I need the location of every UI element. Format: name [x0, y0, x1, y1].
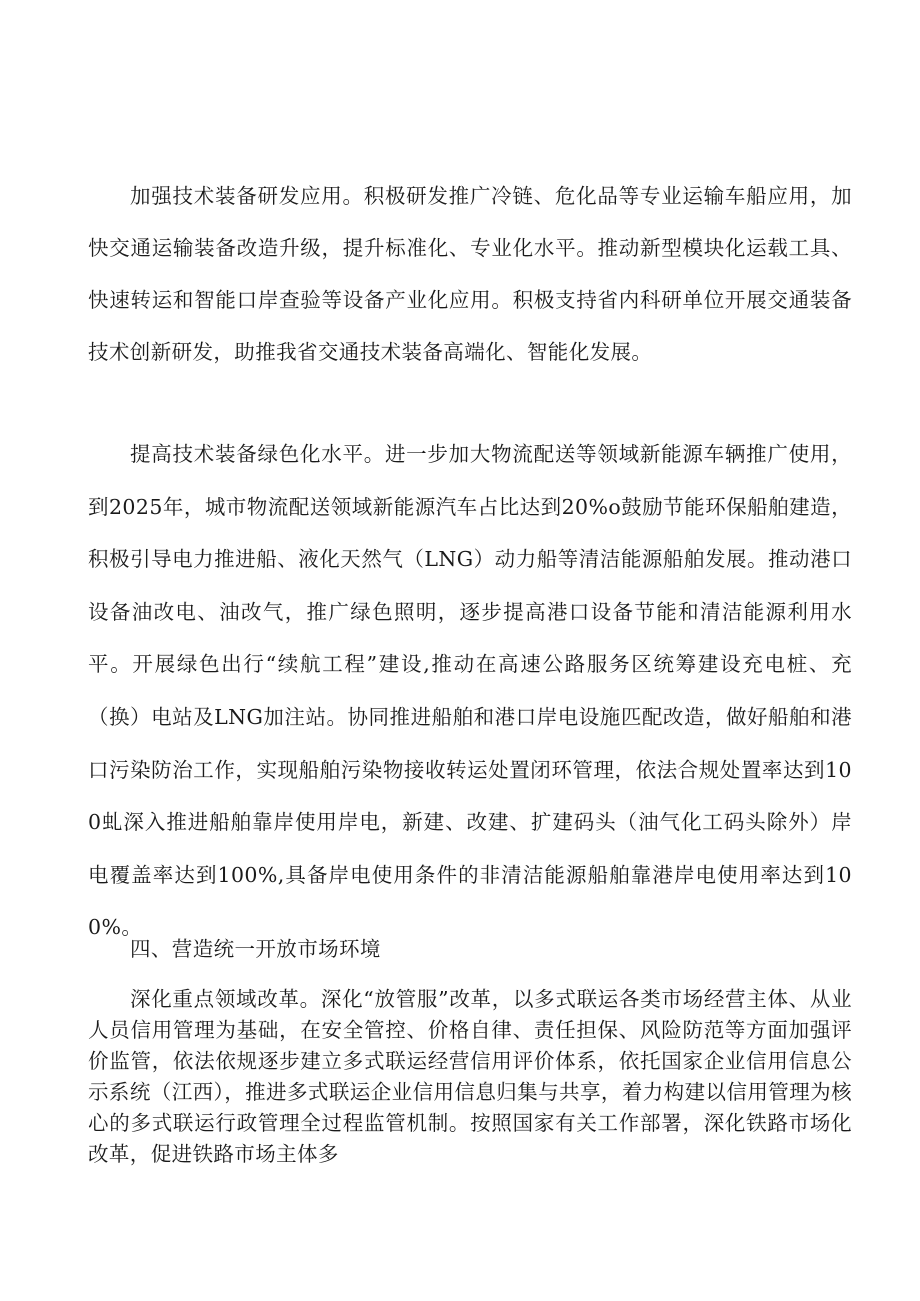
- paragraph-reform: 深化重点领域改革。深化“放管服”改革，以多式联运各类市场经营主体、从业人员信用管理为基础，在安全管控、价格自律、责任担保、风险防范等方面加强评价监管，依法依规逐步建立多式联运经营信用评价体系，依托国家企业信用信息公示系统（江西），推进多式联运企业信用信息归集与共享，着力构建以信用管理为核心的多式联运行政管理全过程监管机制。按照国家有关工作部署，深化铁路市场化改革，促进铁路市场主体多: [88, 987, 852, 1166]
- paragraph-equipment-rd: 加强技术装备研发应用。积极研发推广冷链、危化品等专业运输车船应用，加快交通运输装备改造升级，提升标准化、专业化水平。推动新型模块化运载工具、快速转运和智能口岸查验等设备产业化应用。积极支持省内科研单位开展交通装备技术创新研发，助推我省交通技术装备高端化、智能化发展。: [88, 184, 852, 364]
- section-heading: 四、营造统一开放市场环境: [130, 937, 381, 961]
- paragraph-green-equipment: 提高技术装备绿色化水平。进一步加大物流配送等领域新能源车辆推广使用，到2025年，城市物流配送领域新能源汽车占比达到20%o鼓励节能环保船舶建造，积极引导电力推进船、液化天然气（LNG）动力船等清洁能源船舶发展。推动港口设备油改电、油改气，推广绿色照明，逐步提高港口设备节能和清洁能源利用水平。开展绿色出行“续航工程”建设,推动在高速公路服务区统筹建设充电桩、充（换）电站及LNG加注站。协同推进船舶和港口岸电设施匹配改造，做好船舶和港口污染防治工作，实现船舶污染物接收转运处置闭环管理，依法合规处置率达到100虬深入推进船舶靠岸使用岸电，新建、改建、扩建码头（油气化工码头除外）岸电覆盖率达到100%,具备岸电使用条件的非清洁能源船舶靠港岸电使用率达到100%。: [88, 442, 852, 940]
